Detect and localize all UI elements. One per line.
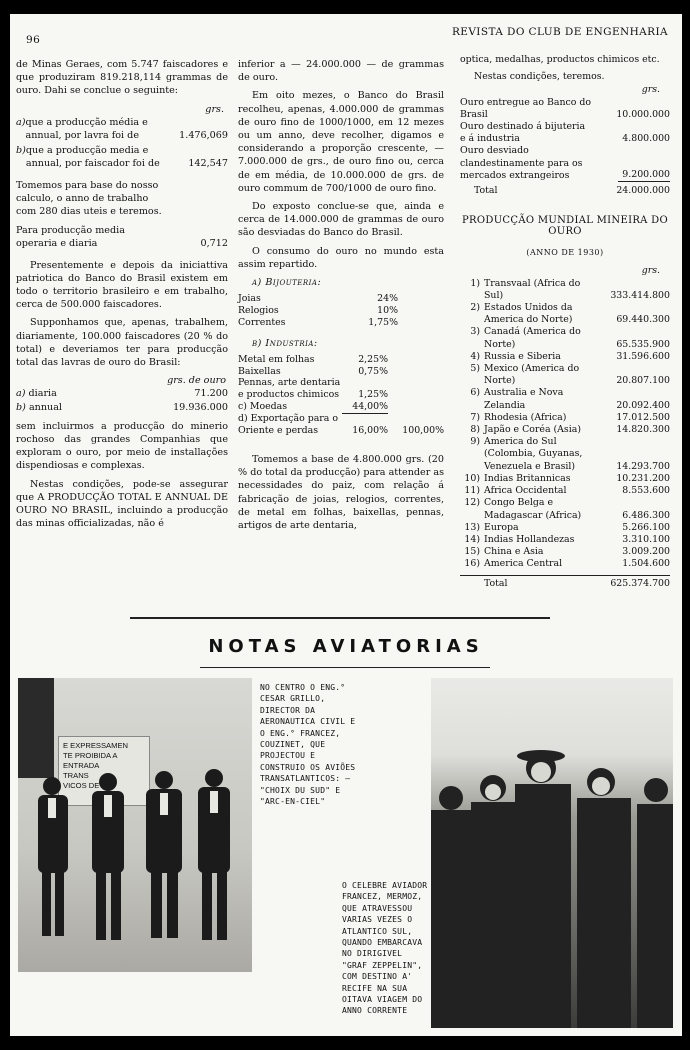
- paragraph: Presentemente e depois da iniciattiva patriotica do Banco do Brasil existem em todo o territorio brasileiro e em trabalho, cerca de 500.000 faiscadores.: [16, 259, 228, 311]
- row-number: 8): [470, 424, 480, 436]
- production-value: 20.092.400: [616, 399, 670, 411]
- production-value: 5.266.100: [622, 521, 670, 533]
- unit-label: grs.: [205, 103, 224, 115]
- men-silhouettes: [18, 758, 252, 972]
- table-row: Relogios 10%: [238, 305, 398, 317]
- paragraph: inferior a — 24.000.000 — de grammas de ouro.: [238, 59, 444, 84]
- paragraph: Do exposto conclue-se que, ainda e cerca de 14.000.000 de grammas de ouro são desviadas do Banco do Brasil.: [238, 201, 444, 239]
- country-label: Rhodesia (Africa): [484, 411, 567, 423]
- row-number: 3): [470, 326, 480, 338]
- table-row: [460, 534, 670, 546]
- bijouteria-table: [238, 293, 398, 328]
- country-label: Europa: [484, 521, 519, 533]
- caption-mermoz: O CELEBRE AVIADOR FRANCEZ, MERMOZ, QUE ATRAVESSOU VARIAS VEZES O ATLANTICO SUL, QUANDO EMBARCAVA NO DIRIGIVEL "GRAF ZEPPELIN", COM DESTINO A' RECIFE NA SUA OITAVA VIAGEM DO ANNO CORRENTE: [342, 881, 428, 1016]
- paragraph: Tomemos a base de 4.800.000 grs. (20 % do total da producção) para attender as necessidades do paiz, com relação á fabricação de joias, relogios, correntes, de metal em folhas, baixellas, pennas, artigos de arte dentaria,: [238, 453, 444, 531]
- table-row: [460, 497, 670, 521]
- caption-grillo: NO CENTRO O ENG.° CESAR GRILLO, DIRECTOR DA AERONAUTICA CIVIL E O ENG.° FRANCEZ, COUZINET, QUE PROJECTOU E CONSTRUIO OS AVIÕES TRANSATLANTICOS: — "CHOIX DU SUD" E "ARC-EN-CIEL": [260, 683, 356, 807]
- row-number: 10): [464, 472, 480, 484]
- industria-table: [238, 354, 444, 437]
- world-year: (ANNO DE 1930): [526, 248, 604, 258]
- row-number: 11): [464, 485, 480, 497]
- table-row: [460, 546, 670, 558]
- country-label: China e Asia: [484, 546, 544, 558]
- production-value: 17.012.500: [616, 411, 670, 423]
- production-value: 6.486.300: [622, 509, 670, 521]
- magazine-page: [10, 14, 682, 1036]
- list-item: b) annual 19.936.000: [16, 401, 228, 413]
- country-label: Indias Hollandezas: [484, 533, 575, 545]
- row-number: 1): [470, 277, 480, 289]
- table-row: [460, 558, 670, 570]
- country-label: Estados Unidos da America do Norte): [484, 302, 573, 326]
- row-number: 7): [470, 411, 480, 423]
- table-row: c) Moedas 44,00%: [238, 401, 388, 413]
- column-3: [460, 54, 670, 590]
- row-number: 2): [470, 302, 480, 314]
- list-item: Ouro desviado clandestinamente para os mercados extrangeiros 9.200.000: [460, 145, 670, 181]
- country-label: America Central: [484, 558, 563, 570]
- photo-grillo-couzinet: [18, 678, 252, 972]
- table-row: [460, 387, 670, 411]
- world-production-list: [460, 278, 670, 571]
- list-item: Ouro destinado á bijuteria e á industria 4.800.000: [460, 121, 670, 145]
- table-row: [460, 363, 670, 387]
- table-row: [460, 485, 670, 497]
- production-value: 14.293.700: [616, 460, 670, 472]
- unit-label: grs.: [641, 84, 660, 96]
- row-number: 13): [464, 521, 480, 533]
- table-row: Baixellas 0,75%: [238, 365, 388, 377]
- production-value: 8.553.600: [622, 485, 670, 497]
- total-row: Total 625.374.700: [460, 575, 670, 590]
- column-2: [238, 58, 444, 537]
- paragraph: Em oito mezes, o Banco do Brasil recolheu, apenas, 4.000.000 de grammas de ouro fino de 1000/1000, em 12 mezes ou um anno, deve recolher, digamos e considerando a proporção crescente, — 7.000.000 de grs., de ouro fino ou, cerca de em média, de 10.000.000 de grs. de ouro commum de 700/1000 de ouro fino.: [238, 90, 444, 194]
- unit-label: grs.: [641, 265, 660, 277]
- paragraph: de Minas Geraes, com 5.747 faiscadores e que produziram 819.218,114 grammas de ouro. Dahi se conclue o seguinte:: [16, 59, 228, 97]
- section-heading: a) Bijouteria:: [252, 277, 322, 289]
- table-row: [460, 302, 670, 326]
- production-value: 3.009.200: [622, 546, 670, 558]
- paragraph: Nestas condições, pode-se assegurar que A PRODUCÇÃO TOTAL E ANNUAL DE OURO NO BRASIL, incluindo a producção das minas officializadas, não é: [16, 478, 228, 530]
- country-label: America do Sul (Colombia, Guyanas, Venezuela e Brasil): [484, 436, 583, 472]
- divider: [130, 617, 550, 619]
- row-number: 6): [470, 387, 480, 399]
- table-row: [460, 412, 670, 424]
- paragraph: optica, medalhas, productos chimicos etc.: [460, 54, 660, 65]
- paragraph: O consumo do ouro no mundo esta assim repartido.: [238, 245, 444, 270]
- divider: [200, 667, 490, 668]
- country-label: Congo Belga e Madagascar (Africa): [484, 497, 582, 521]
- section-heading: b) Industria:: [252, 337, 318, 349]
- row-number: 5): [470, 363, 480, 375]
- table-row: [460, 278, 670, 302]
- country-label: Canadá (America do Norte): [484, 326, 581, 350]
- total-row: Total 24.000.000: [474, 185, 670, 197]
- production-value: 14.820.300: [616, 424, 670, 436]
- paragraph: Nestas condições, teremos.: [474, 71, 605, 83]
- list-item: Para producção media operaria e diaria 0,712: [16, 225, 228, 250]
- country-label: Indias Britannicas: [484, 472, 571, 484]
- crowd-silhouettes: [431, 738, 673, 1028]
- paragraph: Supponhamos que, apenas, trabalhem, diariamente, 100.000 faiscadores (20 % do total) e deveriamos ter para producção total das lavras de ouro do Brasil:: [16, 317, 228, 369]
- paragraph: sem incluirmos a producção do minerio rochoso das grandes Companhias que exploram o ouro, por meio de installações dispendiosas e complexas.: [16, 420, 228, 472]
- country-label: Japão e Coréa (Asia): [484, 424, 581, 436]
- table-row: Joias 24%: [238, 293, 398, 305]
- warning-sign: E EXPRESSAMEN TE PROIBIDA A ENTRADA TRANS VICOS DE: [58, 736, 150, 806]
- table-row: Pennas, arte dentaria e productos chimicos 1,25%: [238, 377, 388, 401]
- table-row: d) Exportação para o Oriente e perdas 16,00% 100,00%: [238, 413, 444, 437]
- country-label: Australia e Nova Zelandia: [484, 387, 564, 411]
- production-value: 20.807.100: [616, 375, 670, 387]
- table-row: [460, 436, 670, 473]
- section-title: NOTAS AVIATORIAS: [208, 636, 484, 657]
- production-value: 31.596.600: [616, 350, 670, 362]
- list-item: a) diaria 71.200: [16, 388, 228, 400]
- table-row: [460, 351, 670, 363]
- journal-title: REVISTA DO CLUB DE ENGENHARIA: [451, 26, 668, 38]
- table-row: [460, 326, 670, 350]
- country-label: Mexico (America do Norte): [484, 363, 580, 387]
- production-value: 65.535.900: [616, 338, 670, 350]
- world-title: PRODUCÇÃO MUNDIAL MINEIRA DO OURO: [462, 215, 668, 238]
- table-row: [460, 424, 670, 436]
- production-value: 10.231.200: [616, 472, 670, 484]
- base-note: Tomemos para base do nosso calculo, o anno de trabalho com 280 dias uteis e teremos.: [16, 179, 162, 218]
- table-row: Metal em folhas 2,25%: [238, 353, 388, 365]
- production-value: 3.310.100: [622, 533, 670, 545]
- table-row: Correntes 1,75%: [238, 316, 398, 328]
- country-label: Russia e Siberia: [484, 350, 561, 362]
- row-number: 12): [464, 497, 480, 509]
- list-item: b) que a producção media e annual, por faiscador foi de 142,547: [16, 145, 228, 170]
- photo-mermoz: [431, 678, 673, 1028]
- table-row: [460, 522, 670, 534]
- unit-label: grs. de ouro: [167, 375, 226, 387]
- table-row: [460, 473, 670, 485]
- country-label: Transvaal (Africa do Sul): [484, 277, 581, 301]
- list-item: a) que a producção média e annual, por lavra foi de 1.476,069: [16, 116, 228, 142]
- row-number: 16): [464, 558, 480, 570]
- country-label: Africa Occidental: [484, 485, 567, 497]
- page-number: 96: [26, 34, 41, 46]
- row-number: 4): [470, 350, 480, 362]
- row-number: 14): [464, 533, 480, 545]
- production-value: 69.440.300: [616, 314, 670, 326]
- list-item: Ouro entregue ao Banco do Brasil 10.000.000: [460, 96, 670, 120]
- row-number: 9): [470, 436, 480, 448]
- row-number: 15): [464, 546, 480, 558]
- production-value: 1.504.600: [622, 558, 670, 570]
- column-1: [16, 58, 228, 536]
- production-value: 333.414.800: [610, 289, 670, 301]
